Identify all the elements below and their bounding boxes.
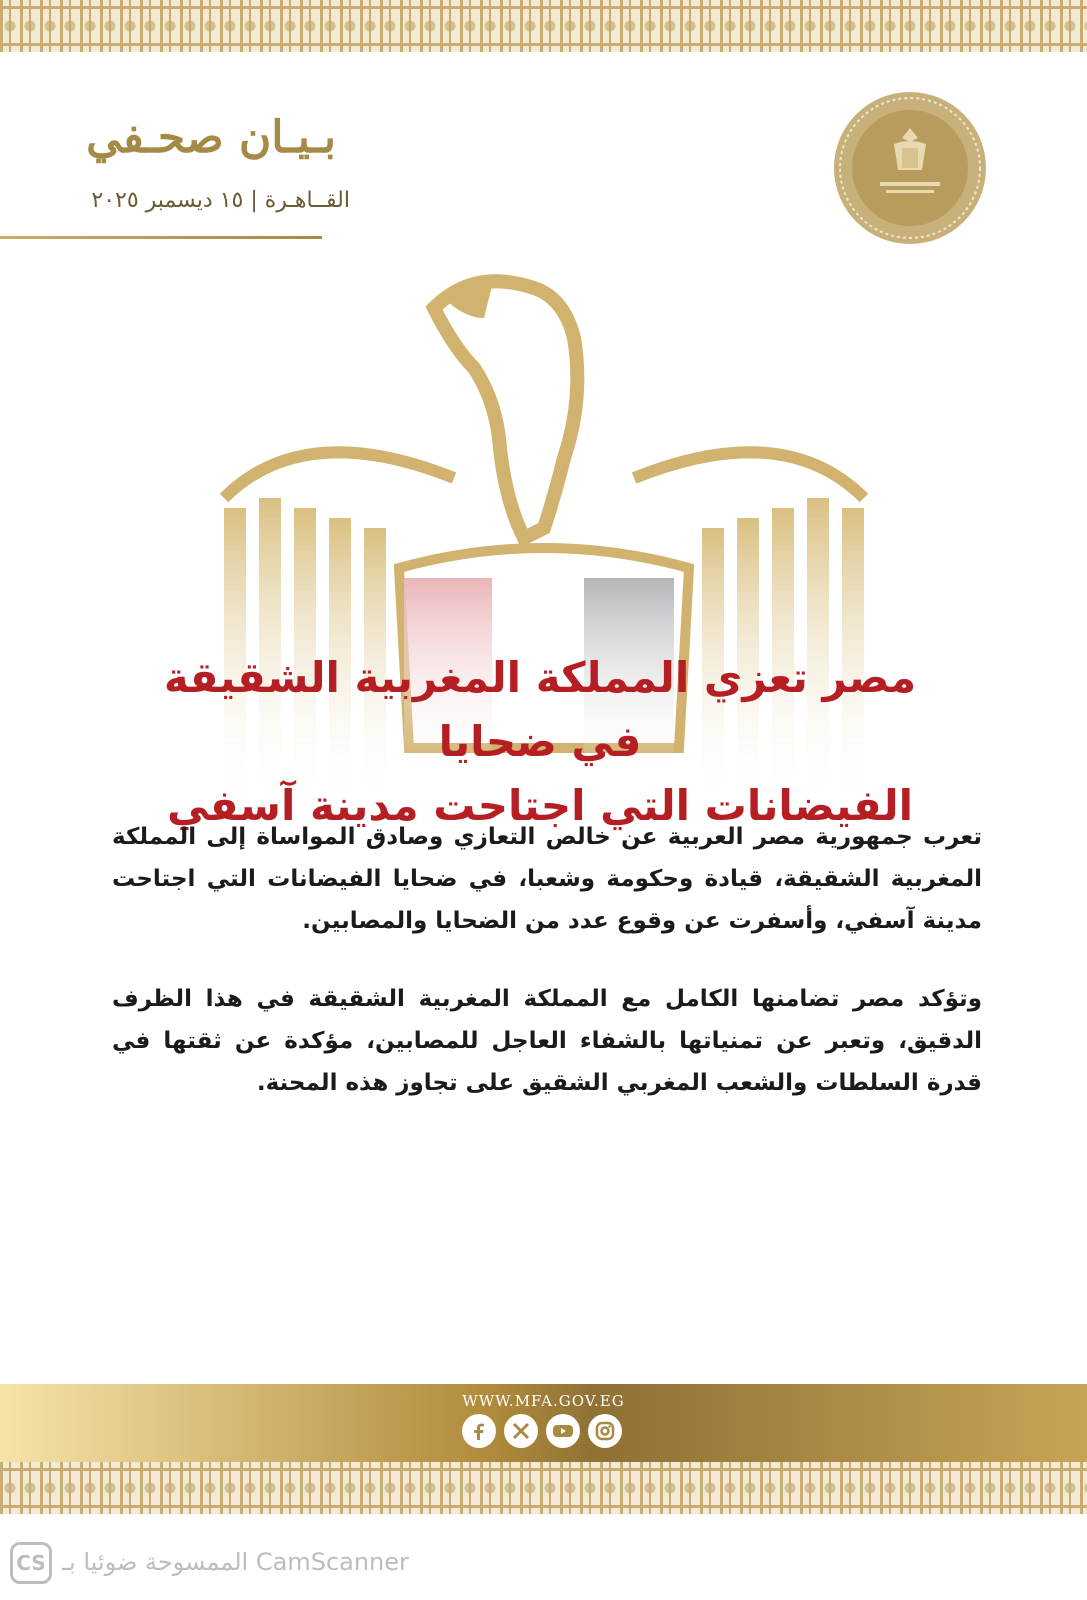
headline-line-2: الفيضانات التي اجتاحت مدينة آسفي (166, 781, 914, 830)
body-paragraph-2: وتؤكد مصر تضامنها الكامل مع المملكة المغربية الشقيقة في هذا الظرف الدقيق، وتعبر عن تمنياتها بالشفاء العاجل للمصابين، مؤكدة عن ثقتها في قدرة السلطات والشعب المغربي الشقيق على تجاوز هذه المحنة. (112, 986, 982, 1096)
footer-bar (0, 1384, 1087, 1462)
body-paragraph-1: تعرب جمهورية مصر العربية عن خالص التعازي وصادق المواساة إلى المملكة المغربية الشقيقة، قيادة وحكومة وشعبا، في ضحايا الفيضانات التي اجتاحت مدينة آسفي، وأسفرت عن وقوع عدد من الضحايا والمصابين. (112, 824, 982, 934)
ministry-seal-logo (820, 90, 1000, 250)
top-ornamental-border (0, 0, 1087, 52)
header-divider (0, 236, 322, 239)
camscanner-caption: الممسوحة ضوئيا بـ CamScanner (62, 1548, 409, 1576)
scanner-watermark (0, 1532, 1087, 1600)
website-url[interactable]: WWW.MFA.GOV.EG (462, 1392, 625, 1410)
facebook-icon[interactable] (462, 1414, 496, 1448)
youtube-icon[interactable] (546, 1414, 580, 1448)
press-release-title: بـيـان صحـفي (86, 112, 336, 163)
headline-line-1: مصر تعزي المملكة المغربية الشقيقة في ضحايا (163, 653, 917, 766)
camscanner-logo: CS (10, 1542, 52, 1584)
x-icon[interactable] (504, 1414, 538, 1448)
social-links (462, 1414, 632, 1452)
instagram-icon[interactable] (588, 1414, 622, 1448)
headline (150, 646, 930, 838)
dateline: القــاهـرة | ١٥ ديسمبر ٢٠٢٥ (91, 188, 350, 213)
bottom-ornamental-border (0, 1462, 1087, 1514)
